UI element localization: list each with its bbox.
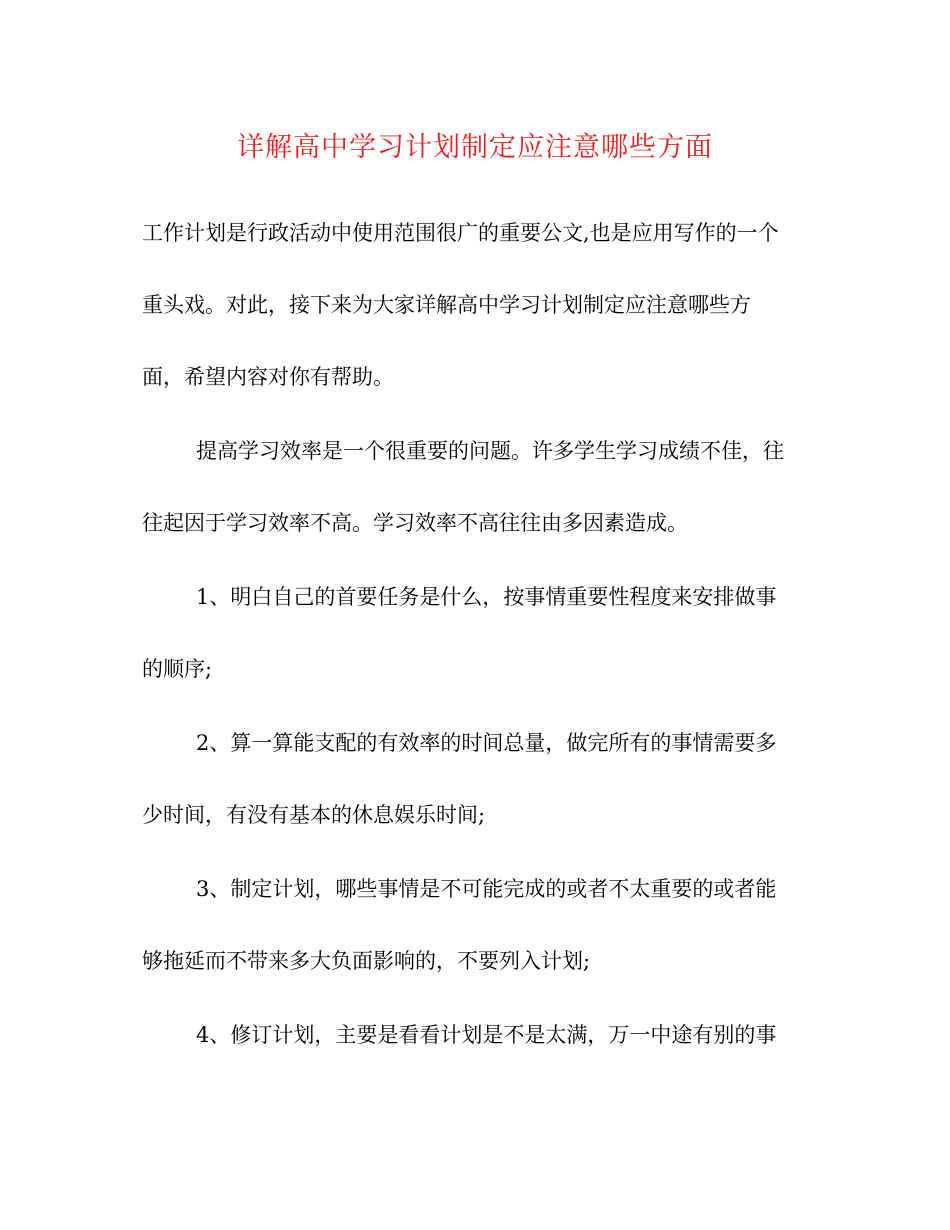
list-item-line: 的顺序; [142, 657, 213, 681]
paragraph-line: 提高学习效率是一个很重要的问题。许多学生学习成绩不佳，往 [196, 439, 784, 463]
paragraph-line: 面，希望内容对你有帮助。 [142, 365, 394, 389]
paragraph-line: 工作计划是行政活动中使用范围很广的重要公文,也是应用写作的一个 [142, 221, 779, 245]
paragraph-line: 往起因于学习效率不高。学习效率不高往往由多因素造成。 [142, 511, 688, 535]
list-item-line: 3、制定计划，哪些事情是不可能完成的或者不太重要的或者能 [196, 877, 777, 901]
list-item-line: 少时间，有没有基本的休息娱乐时间; [142, 803, 486, 827]
paragraph-line: 重头戏。对此，接下来为大家详解高中学习计划制定应注意哪些方 [142, 293, 751, 317]
list-item-line: 够拖延而不带来多大负面影响的，不要列入计划; [142, 949, 591, 973]
list-item-line: 4、修订计划，主要是看看计划是不是太满，万一中途有别的事 [196, 1023, 777, 1047]
list-item-line: 1、明白自己的首要任务是什么，按事情重要性程度来安排做事 [196, 585, 777, 609]
document-title: 详解高中学习计划制定应注意哪些方面 [237, 132, 713, 163]
list-item-line: 2、算一算能支配的有效率的时间总量，做完所有的事情需要多 [196, 731, 777, 755]
